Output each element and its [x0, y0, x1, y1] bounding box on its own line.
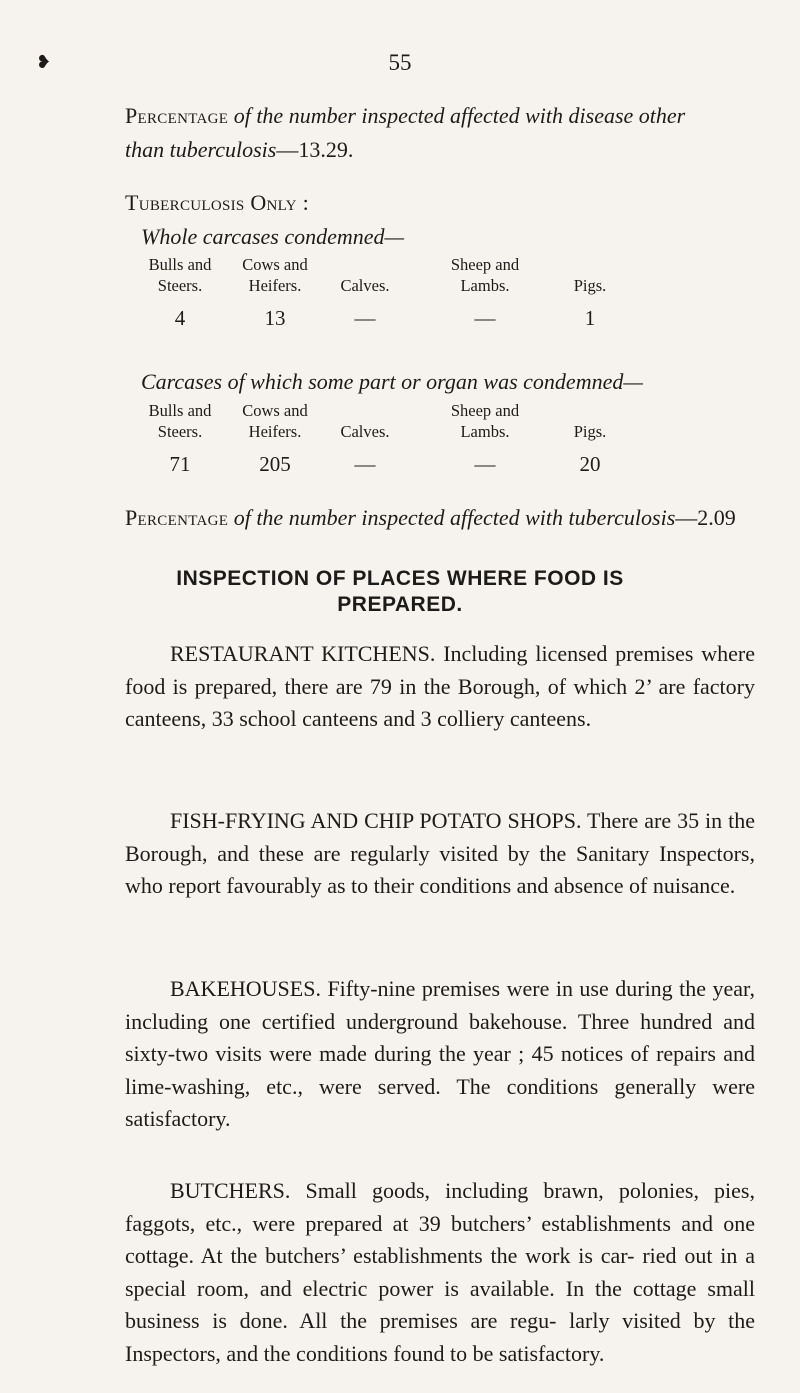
- whole-header-sheep: Sheep and Lambs.: [450, 255, 520, 295]
- whole-value-sheep: —: [474, 306, 496, 330]
- pct-other-value: —13.29.: [276, 137, 354, 162]
- whole-value-cows: 13: [264, 306, 286, 330]
- whole-value-calves: —: [354, 306, 376, 330]
- part-header-cows: Cows and Heifers.: [242, 401, 308, 441]
- section-heading-line2: PREPARED.: [337, 593, 463, 616]
- part-value-pigs: 20: [579, 452, 601, 476]
- paragraph-fish-frying: FISH-FRYING AND CHIP POTATO SHOPS. There are 35 in the Borough, and these are regularly visited by the Sanitary Inspectors, who report favourably as to their conditions and absence of nuisance.: [125, 808, 755, 898]
- corner-mark: ❥: [36, 52, 52, 72]
- pct-other-italic-2: than tuberculosis: [125, 137, 277, 162]
- pct-tb-line: [125, 505, 736, 531]
- whole-header-cows: Cows and Heifers.: [242, 255, 308, 295]
- pct-other-line1: [125, 103, 685, 129]
- part-header-bulls: Bulls and Steers.: [148, 401, 212, 441]
- paragraph-restaurant-kitchens: RESTAURANT KITCHENS. Including licensed premises where food is prepared, there are 79 in the Borough, of which 2’ are factory canteens, 33 school canteens and 3 colliery canteens.: [125, 641, 755, 731]
- whole-value-pigs: 1: [584, 306, 596, 330]
- whole-header-bulls: Bulls and Steers.: [148, 255, 212, 295]
- pct-other-italic-1: of the number inspected affected with disease other: [233, 103, 686, 128]
- part-value-bulls: 71: [169, 452, 191, 476]
- pct-tb-label: Percentage: [125, 505, 229, 530]
- page-number: 55: [388, 50, 412, 75]
- part-title: Carcases of which some part or organ was condemned—: [141, 369, 643, 394]
- part-value-calves: —: [354, 452, 376, 476]
- part-value-sheep: —: [474, 452, 496, 476]
- whole-value-bulls: 4: [174, 306, 186, 330]
- pct-tb-italic: of the number inspected affected with tuberculosis: [233, 505, 676, 530]
- tb-only-title: Tuberculosis Only :: [125, 190, 309, 215]
- part-header-sheep: Sheep and Lambs.: [450, 401, 520, 441]
- part-value-cows: 205: [259, 452, 291, 476]
- whole-header-pigs: Pigs.: [573, 276, 607, 295]
- pct-other-line2: [125, 137, 353, 163]
- part-header-calves: Calves.: [340, 422, 390, 441]
- section-heading-line1: INSPECTION OF PLACES WHERE FOOD IS: [176, 567, 624, 590]
- whole-header-calves: Calves.: [340, 276, 390, 295]
- pct-other-label: Percentage: [125, 103, 229, 128]
- whole-title: Whole carcases condemned—: [141, 224, 405, 249]
- pct-tb-value: —2.09: [675, 505, 736, 530]
- part-header-pigs: Pigs.: [573, 422, 607, 441]
- paragraph-bakehouses: BAKEHOUSES. Fifty-nine premises were in use during the year, including one certified underground bakehouse. Three hundred and sixty-two visits were made during the year ; 45 notices of repairs and lime-washing, etc., were served. The conditions generally were satisfactory.: [125, 976, 755, 1131]
- paragraph-butchers: BUTCHERS. Small goods, including brawn, polonies, pies, faggots, etc., were prepared at 39 butchers’ establishments and one cottage. At the butchers’ establishments the work is car- ried out in a special room, and electric power is available. In the cottage small business is done. All the premises are regu- larly visited by the Inspectors, and the conditions found to be satisfactory.: [125, 1178, 755, 1366]
